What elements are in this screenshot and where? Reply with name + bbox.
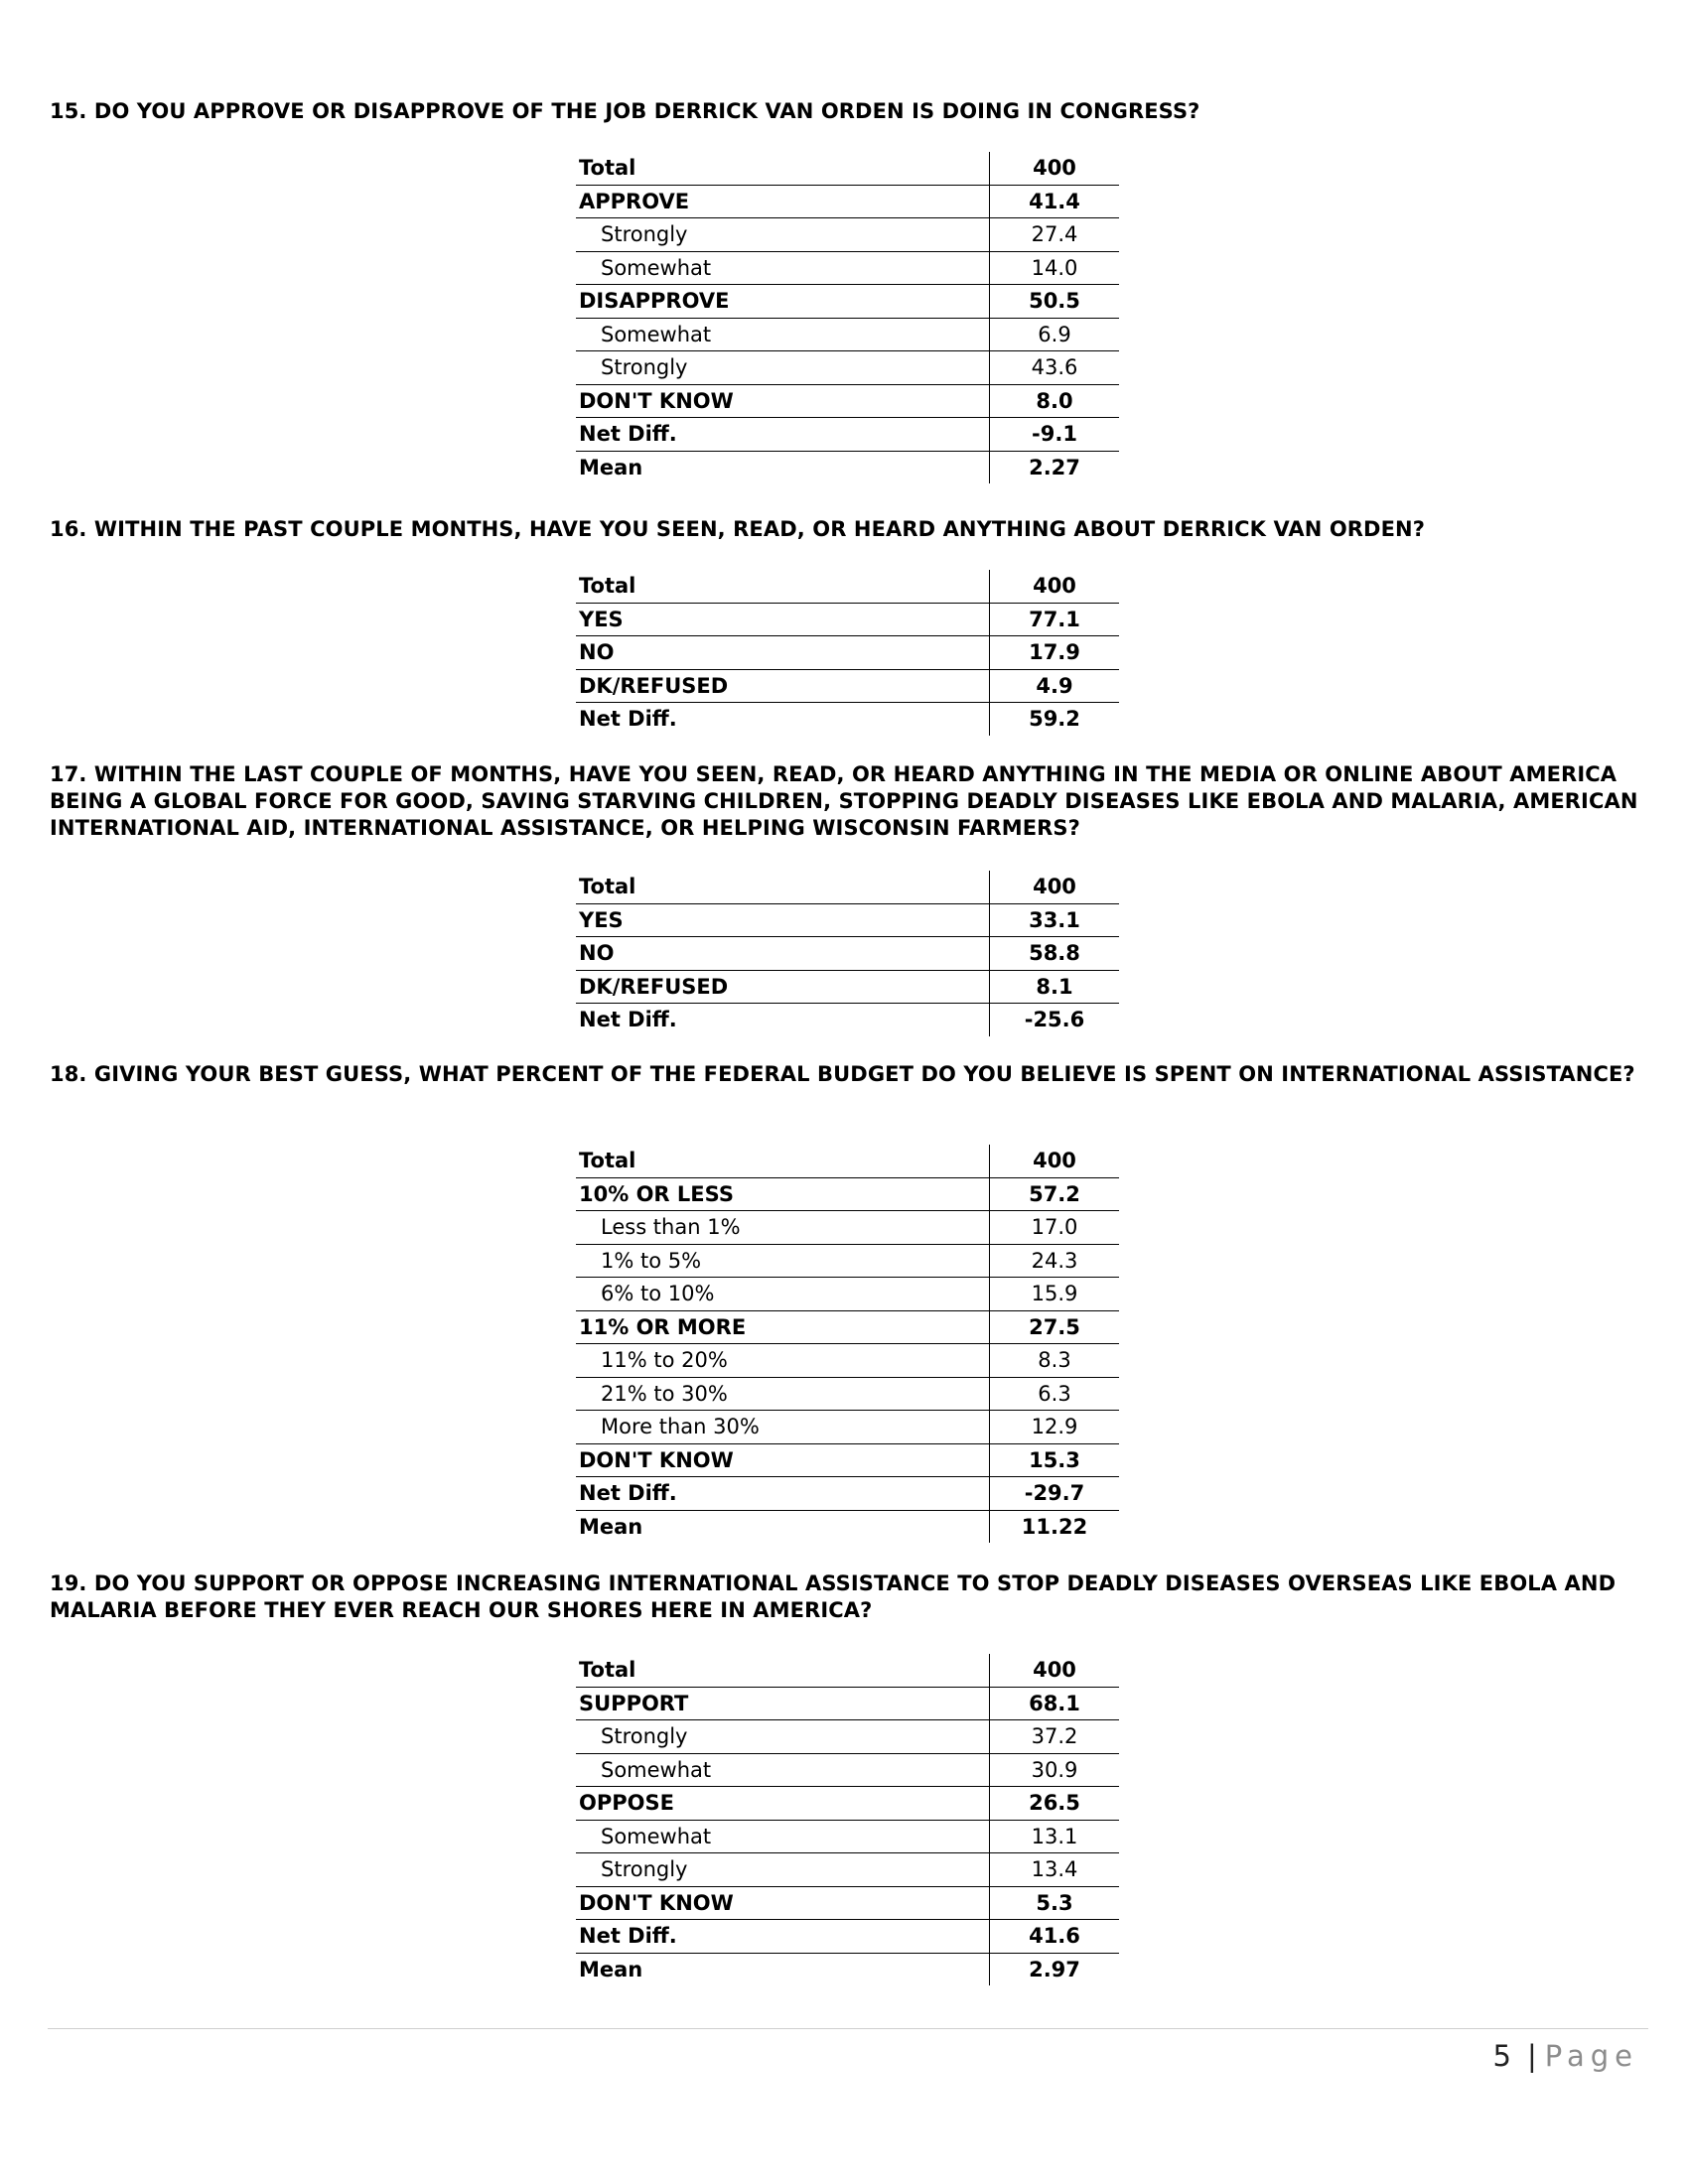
row-value: 41.6	[990, 1920, 1120, 1954]
page-footer	[1493, 2039, 1638, 2073]
table-row	[576, 1004, 1119, 1036]
row-label: DK/REFUSED	[576, 970, 990, 1004]
row-label: 11% OR MORE	[576, 1310, 990, 1344]
table-row	[576, 1753, 1119, 1787]
row-value: 15.9	[990, 1278, 1120, 1311]
row-label: DON'T KNOW	[576, 384, 990, 418]
row-value: 15.3	[990, 1443, 1120, 1477]
row-value: 57.2	[990, 1177, 1120, 1211]
row-label: 1% to 5%	[576, 1244, 990, 1278]
row-label: 21% to 30%	[576, 1377, 990, 1411]
row-value: 27.4	[990, 218, 1120, 252]
table-row	[576, 970, 1119, 1004]
table-row	[576, 451, 1119, 483]
row-value: 400	[990, 871, 1120, 903]
row-label: OPPOSE	[576, 1787, 990, 1821]
row-value: 59.2	[990, 703, 1120, 736]
row-value: -29.7	[990, 1477, 1120, 1511]
row-label: DK/REFUSED	[576, 669, 990, 703]
question-18-table	[576, 1145, 1119, 1543]
question-17-table	[576, 871, 1119, 1036]
row-label: Strongly	[576, 351, 990, 385]
footer-separator: |	[1527, 2039, 1539, 2073]
row-value: 8.0	[990, 384, 1120, 418]
row-label: Total	[576, 1654, 990, 1687]
row-label: 6% to 10%	[576, 1278, 990, 1311]
row-value: 13.1	[990, 1820, 1120, 1853]
row-value: 50.5	[990, 285, 1120, 319]
table-row	[576, 1145, 1119, 1177]
row-value: 77.1	[990, 603, 1120, 636]
row-label: Less than 1%	[576, 1211, 990, 1245]
row-label: Somewhat	[576, 1820, 990, 1853]
table-row	[576, 1211, 1119, 1245]
row-value: 14.0	[990, 251, 1120, 285]
question-19-table	[576, 1654, 1119, 1985]
row-value: 26.5	[990, 1787, 1120, 1821]
row-value: 4.9	[990, 669, 1120, 703]
table-row	[576, 903, 1119, 937]
table-row	[576, 1344, 1119, 1378]
row-value: 12.9	[990, 1411, 1120, 1444]
question-15-text: 15. DO YOU APPROVE OR DISAPPROVE OF THE JOB DERRICK VAN ORDEN IS DOING IN CONGRESS?	[50, 99, 1200, 123]
row-value: 8.3	[990, 1344, 1120, 1378]
row-label: YES	[576, 903, 990, 937]
row-label: Net Diff.	[576, 1477, 990, 1511]
question-17-text: 17. WITHIN THE LAST COUPLE OF MONTHS, HAVE YOU SEEN, READ, OR HEARD ANYTHING IN THE MEDIA OR ONLINE ABOUT AMERICA BEING A GLOBAL FORCE FOR GOOD, SAVING STARVING CHILDREN, STOPPING DEADLY DISEASES LIKE EBOLA AND MALARIA, AMERICAN INTERNATIONAL AID, INTERNATIONAL ASSISTANCE, OR HELPING WISCONSIN FARMERS?	[50, 762, 1638, 840]
table-row	[576, 1853, 1119, 1887]
table-row	[576, 384, 1119, 418]
table-row	[576, 1787, 1119, 1821]
row-value: 24.3	[990, 1244, 1120, 1278]
row-label: Strongly	[576, 1720, 990, 1754]
row-value: 37.2	[990, 1720, 1120, 1754]
table-row	[576, 1377, 1119, 1411]
row-label: DISAPPROVE	[576, 285, 990, 319]
row-label: Net Diff.	[576, 418, 990, 452]
row-label: Somewhat	[576, 318, 990, 351]
row-label: NO	[576, 937, 990, 971]
row-value: 2.27	[990, 451, 1120, 483]
table-row	[576, 152, 1119, 185]
footer-divider	[48, 2028, 1648, 2029]
row-value: 33.1	[990, 903, 1120, 937]
row-value: 400	[990, 1145, 1120, 1177]
row-label: Mean	[579, 455, 643, 479]
table-row	[576, 1510, 1119, 1543]
row-value: 6.3	[990, 1377, 1120, 1411]
question-18-text: 18. GIVING YOUR BEST GUESS, WHAT PERCENT OF THE FEDERAL BUDGET DO YOU BELIEVE IS SPENT ON INTERNATIONAL ASSISTANCE?	[50, 1062, 1635, 1086]
table-row	[576, 218, 1119, 252]
table-row	[576, 1953, 1119, 1985]
row-value: 6.9	[990, 318, 1120, 351]
table-row	[576, 185, 1119, 218]
question-19-text: 19. DO YOU SUPPORT OR OPPOSE INCREASING INTERNATIONAL ASSISTANCE TO STOP DEADLY DISEASES OVERSEAS LIKE EBOLA AND MALARIA BEFORE THEY EVER REACH OUR SHORES HERE IN AMERICA?	[50, 1571, 1617, 1622]
table-row	[576, 418, 1119, 452]
table-row	[576, 1278, 1119, 1311]
table-row	[576, 1310, 1119, 1344]
table-row	[576, 1443, 1119, 1477]
table-row	[576, 1477, 1119, 1511]
row-label: Mean	[579, 1514, 643, 1539]
table-row	[576, 1654, 1119, 1687]
table-row	[576, 937, 1119, 971]
table-row	[576, 1820, 1119, 1853]
table-row	[576, 285, 1119, 319]
row-label: Strongly	[576, 218, 990, 252]
row-label: DON'T KNOW	[576, 1443, 990, 1477]
row-label: SUPPORT	[576, 1687, 990, 1720]
row-label: Net Diff.	[579, 1008, 677, 1032]
table-row	[576, 1920, 1119, 1954]
row-value: -25.6	[990, 1004, 1120, 1036]
row-label: DON'T KNOW	[576, 1886, 990, 1920]
row-label: Net Diff.	[579, 707, 677, 732]
table-row	[576, 570, 1119, 603]
row-value: 43.6	[990, 351, 1120, 385]
table-row	[576, 1244, 1119, 1278]
question-15-table	[576, 152, 1119, 483]
row-label: Total	[576, 152, 990, 185]
row-value: 13.4	[990, 1853, 1120, 1887]
row-label: 11% to 20%	[576, 1344, 990, 1378]
row-value: 8.1	[990, 970, 1120, 1004]
row-label: 10% OR LESS	[576, 1177, 990, 1211]
question-16-table	[576, 570, 1119, 736]
table-row	[576, 1720, 1119, 1754]
row-value: 400	[990, 1654, 1120, 1687]
question-16-text: 16. WITHIN THE PAST COUPLE MONTHS, HAVE YOU SEEN, READ, OR HEARD ANYTHING ABOUT DERRICK VAN ORDEN?	[50, 517, 1425, 541]
row-value: 5.3	[990, 1886, 1120, 1920]
row-label: Net Diff.	[576, 1920, 990, 1954]
table-row	[576, 1177, 1119, 1211]
table-row	[576, 669, 1119, 703]
row-label: NO	[576, 636, 990, 670]
row-value: 2.97	[990, 1953, 1120, 1985]
page-label: Page	[1544, 2039, 1638, 2073]
page-number: 5	[1492, 2039, 1513, 2073]
row-value: 30.9	[990, 1753, 1120, 1787]
table-row	[576, 1411, 1119, 1444]
row-value: 400	[990, 570, 1120, 603]
row-value: -9.1	[990, 418, 1120, 452]
row-value: 11.22	[990, 1510, 1120, 1543]
row-label: Somewhat	[576, 251, 990, 285]
row-label: More than 30%	[576, 1411, 990, 1444]
row-value: 17.9	[990, 636, 1120, 670]
table-row	[576, 351, 1119, 385]
row-label: APPROVE	[576, 185, 990, 218]
row-label: Total	[576, 871, 990, 903]
table-row	[576, 703, 1119, 736]
row-label: Total	[576, 1145, 990, 1177]
row-label: Mean	[579, 1957, 643, 1981]
table-row	[576, 1687, 1119, 1720]
row-label: YES	[576, 603, 990, 636]
row-value: 400	[990, 152, 1120, 185]
table-row	[576, 871, 1119, 903]
table-row	[576, 603, 1119, 636]
table-row	[576, 1886, 1119, 1920]
row-value: 27.5	[990, 1310, 1120, 1344]
row-label: Total	[576, 570, 990, 603]
row-value: 41.4	[990, 185, 1120, 218]
row-label: Somewhat	[576, 1753, 990, 1787]
row-value: 58.8	[990, 937, 1120, 971]
row-value: 68.1	[990, 1687, 1120, 1720]
table-row	[576, 318, 1119, 351]
table-row	[576, 636, 1119, 670]
row-value: 17.0	[990, 1211, 1120, 1245]
table-row	[576, 251, 1119, 285]
row-label: Strongly	[576, 1853, 990, 1887]
